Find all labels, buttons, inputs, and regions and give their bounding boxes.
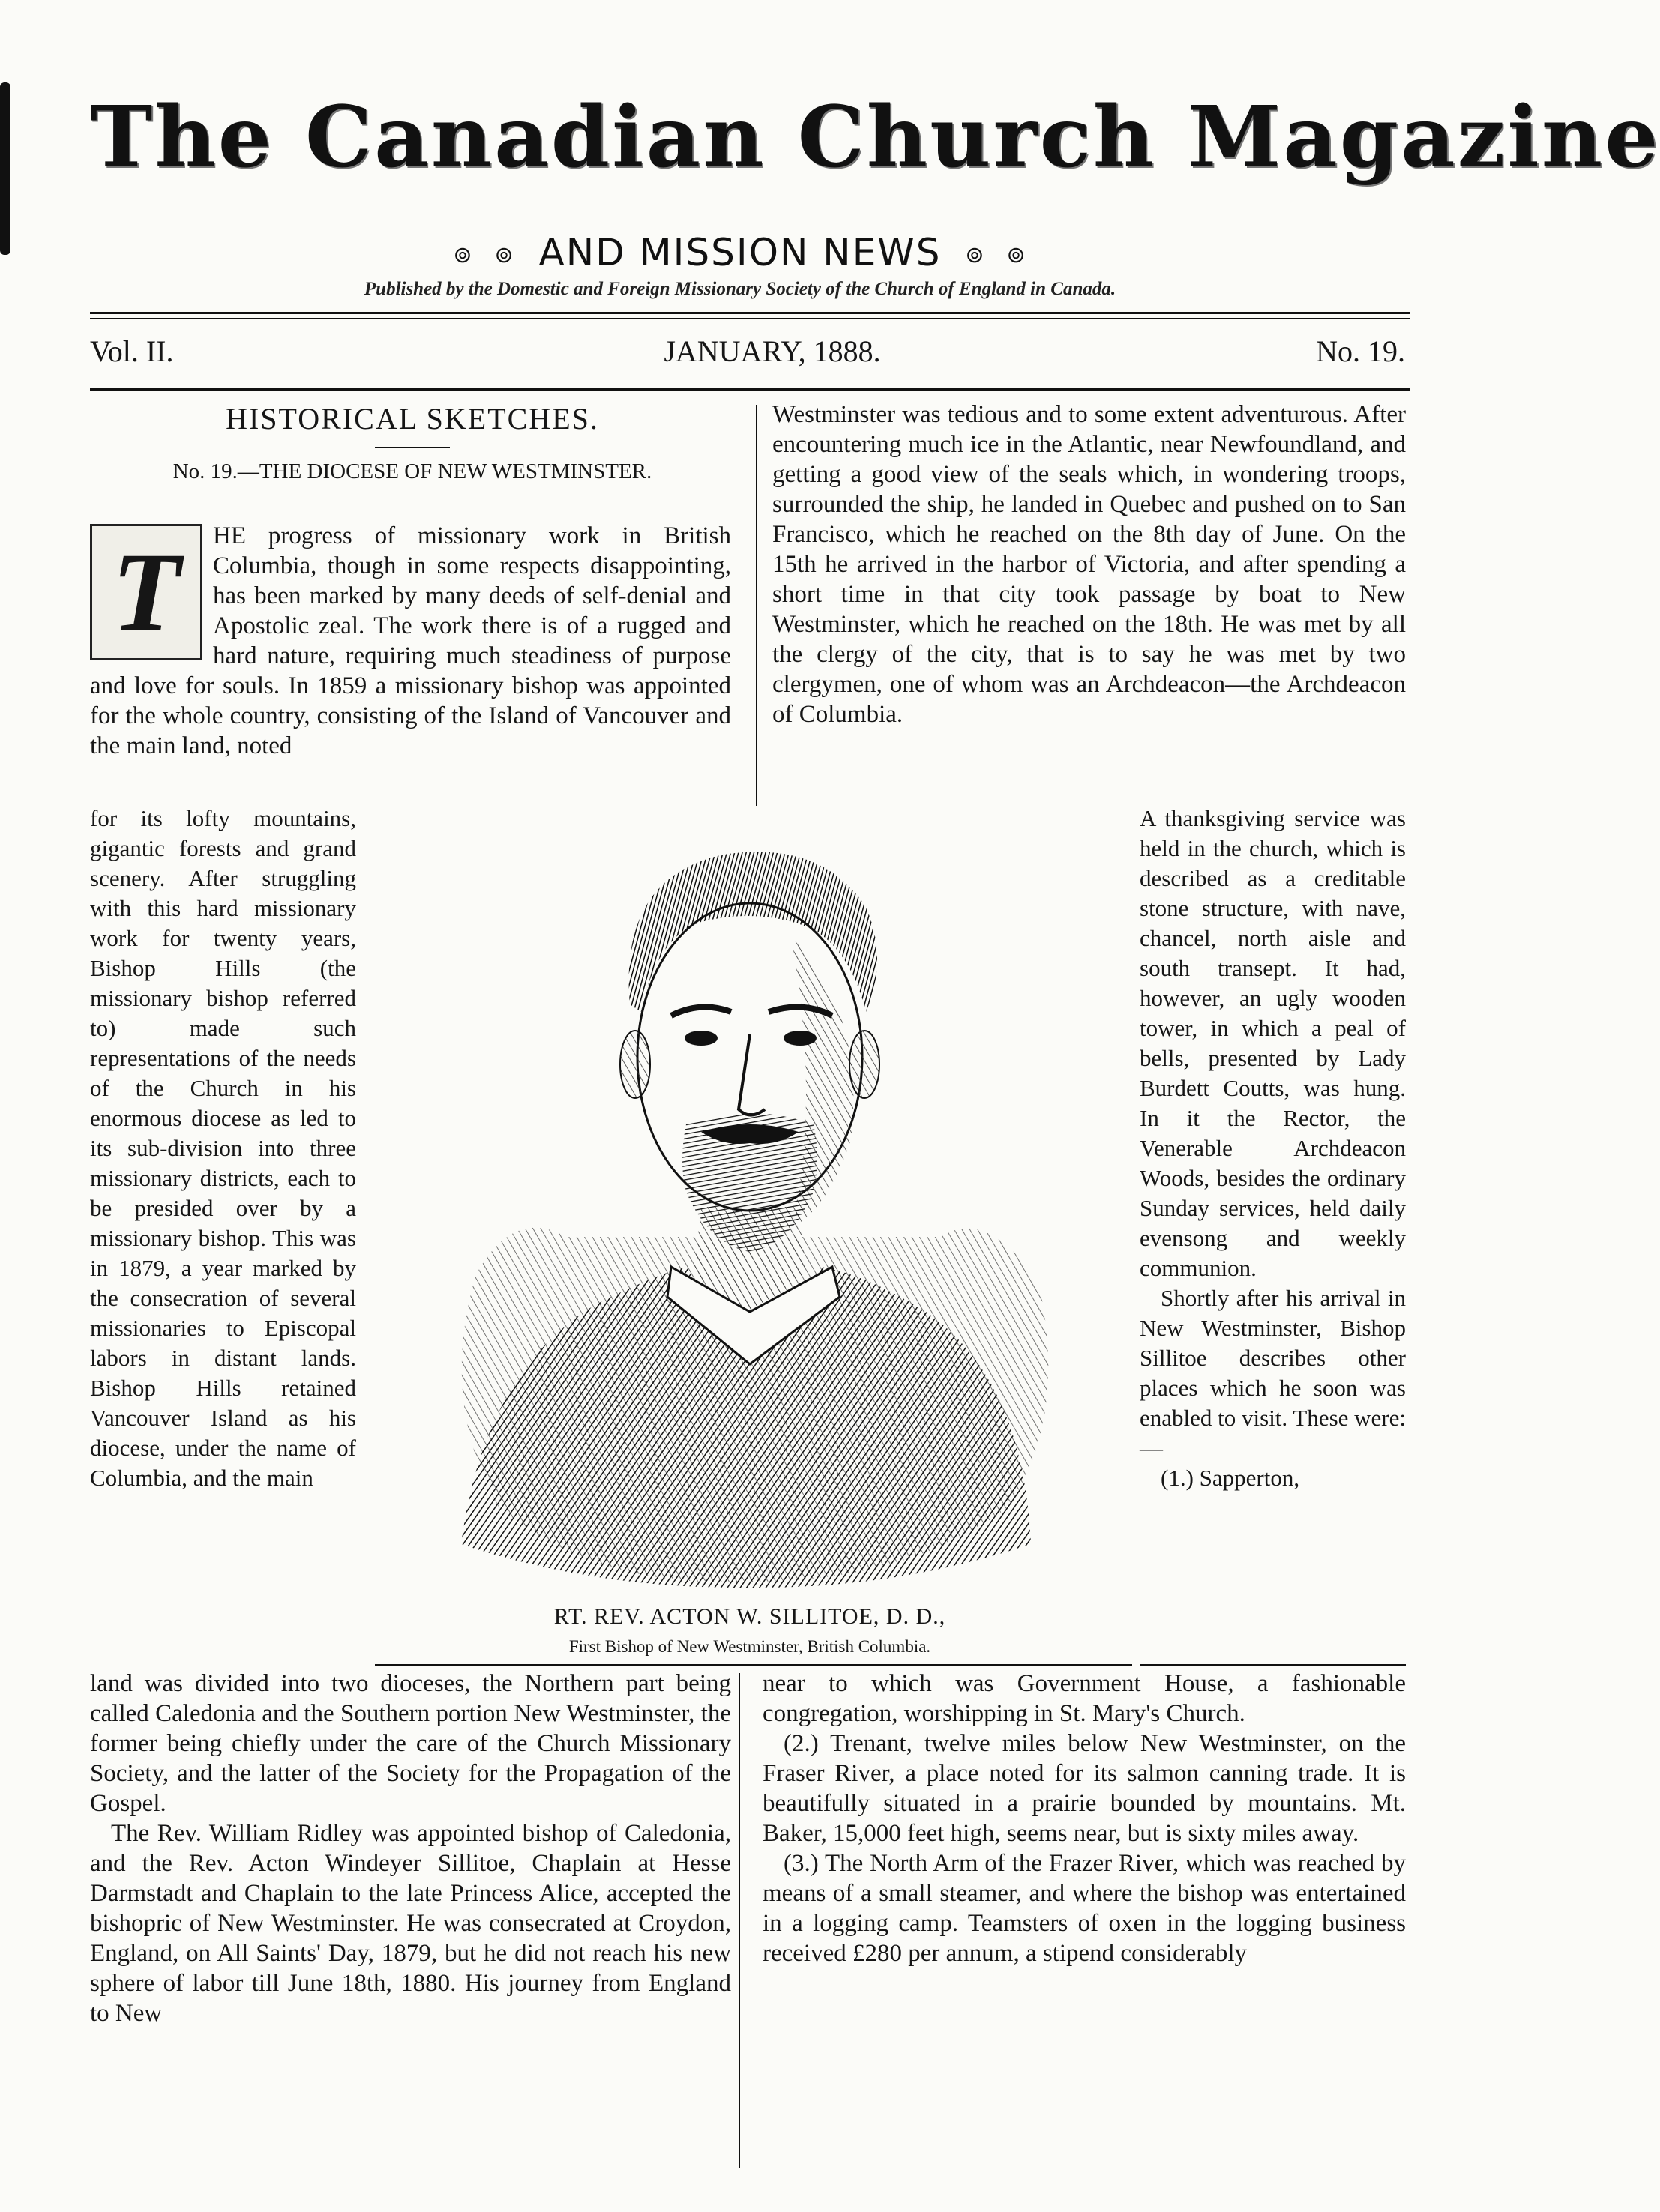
paragraph: near to which was Government House, a fashionable congregation, worshipping in St. Mary's Church. [763, 1670, 1406, 1727]
paragraph: Shortly after his arrival in New Westminster, Bishop Sillitoe describes other places which he soon was enabled to visit. These were:— [1140, 1285, 1406, 1461]
paragraph: (3.) The North Arm of the Frazer River, which was reached by means of a small steamer, and where the bishop was entertained in a logging camp. Teamsters of oxen in the logging business received £280 per annum, a stipend considerably [763, 1850, 1406, 1967]
paragraph: (2.) Trenant, twelve miles below New Westminster, on the Fraser River, a place noted for its salmon canning trade. It is beautifully situated in a prairie bounded by mountains. Mt. Baker, 15,000 feet high, seems near, but is sixty miles away. [763, 1730, 1406, 1847]
column-divider [739, 1673, 740, 2168]
heading-dash [375, 447, 450, 448]
issue-date: JANUARY, 1888. [664, 334, 881, 368]
paragraph: (1.) Sapperton, [1161, 1465, 1300, 1491]
masthead-rule [90, 312, 1410, 314]
paragraph: Westminster was tedious and to some extent adventurous. After encountering much ice in the Atlantic, near Newfoundland, and getting a good view of the seals which, in wondering troops, surrounded the ship, he landed in Quebec and pushed on to San Francisco, which he reached on the 8th day of June. On the 15th he arrived in the harbor of Victoria, and after spending a short time in that city took passage by boat to New Westminster, which he reached on the 18th. He was met by all the clergy of the city, that is to say he was met by two clergymen, one of whom was an Archdeacon—the Archdeacon of Columbia. [772, 401, 1406, 728]
masthead-subtitle [375, 231, 1105, 274]
caption-rule [375, 1664, 1132, 1666]
paragraph: HE progress of missionary work in British Columbia, though in some respects disappointing, has been marked by many deeds of self-denial and Apostolic zeal. The work there is of a rugged and hard nature, requiring much steadiness of purpose and love for souls. In 1859 a missionary bishop was appointed for the whole country, consisting of the Island of Vancouver and the main land, noted [90, 522, 731, 759]
section-heading: HISTORICAL SKETCHES. [226, 402, 599, 436]
issue-number: No. 19. [1316, 334, 1405, 368]
caption-rule [1140, 1664, 1406, 1666]
drop-cap [90, 524, 202, 660]
ornament-icon: ⊚ [1006, 242, 1027, 268]
column-1-middle [90, 804, 356, 1493]
ornament-icon: ⊚ [494, 242, 515, 268]
issue-volume: Vol. II. [90, 334, 174, 368]
publisher-line: Published by the Domestic and Foreign Missionary Society of the Church of England in Canada. [364, 279, 1116, 299]
portrait-caption-name: RT. REV. ACTON W. SILLITOE, D. D., [553, 1604, 946, 1629]
paragraph: for its lofty mountains, gigantic forests and grand scenery. After struggling with this hard missionary work for twenty years, Bishop Hills (the missionary bishop referred to) made such representations of the needs of the Church in his enormous diocese as led to its sub-division into three missionary districts, each to be presided over by a missionary bishop. This was in 1879, a year marked by the consecration of several missionaries to Episcopal labors in distant lands. Bishop Hills retained Vancouver Island as his diocese, under the name of Columbia, and the main [90, 805, 356, 1491]
portrait-caption-subtitle: First Bishop of New Westminster, British Columbia. [568, 1637, 931, 1656]
column-1-top [90, 521, 731, 761]
issue-rule [90, 388, 1410, 391]
ornament-icon: ⊚ [965, 242, 986, 268]
column-3-middle [1140, 804, 1406, 1493]
ornament-icon: ⊚ [453, 242, 474, 268]
masthead-title: The Canadian Church Magazine [90, 88, 1660, 187]
bishop-portrait-engraving [371, 787, 1128, 1604]
column-divider [756, 405, 757, 806]
drop-cap-letter: T [112, 530, 181, 654]
paragraph: A thanksgiving service was held in the church, which is described as a creditable stone structure, with nave, chancel, north aisle and south transept. It had, however, an ugly wooden tower, in which a peal of bells, presented by Lady Burdett Coutts, was hung. In it the Rector, the Venerable Archdeacon Woods, besides the ordinary Sunday services, held daily evensong and weekly communion. [1140, 805, 1406, 1281]
paragraph: land was divided into two dioceses, the Northern part being called Caledonia and the Southern portion New Westminster, the former being chiefly under the care of the Church Missionary Society, and the latter of the Society for the Propagation of the Gospel. [90, 1670, 731, 1817]
paragraph: The Rev. William Ridley was appointed bishop of Caledonia, and the Rev. Acton Windeyer Sillitoe, Chaplain at Hesse Darmstadt and Chaplain to the late Princess Alice, accepted the bishopric of New Westminster. He was consecrated at Croydon, England, on All Saints' Day, 1879, but he did not reach his new sphere of labor till June 18th, 1880. His journey from England to New [90, 1820, 731, 2027]
column-2-bottom [763, 1669, 1406, 1968]
column-1-bottom [90, 1669, 731, 2028]
masthead-rule [90, 318, 1410, 319]
section-subheading: No. 19.—THE DIOCESE OF NEW WESTMINSTER. [172, 459, 652, 483]
column-2-top [772, 400, 1406, 729]
masthead-subtitle-text: AND MISSION NEWS [538, 231, 942, 274]
scan-edge-mark [0, 82, 10, 255]
